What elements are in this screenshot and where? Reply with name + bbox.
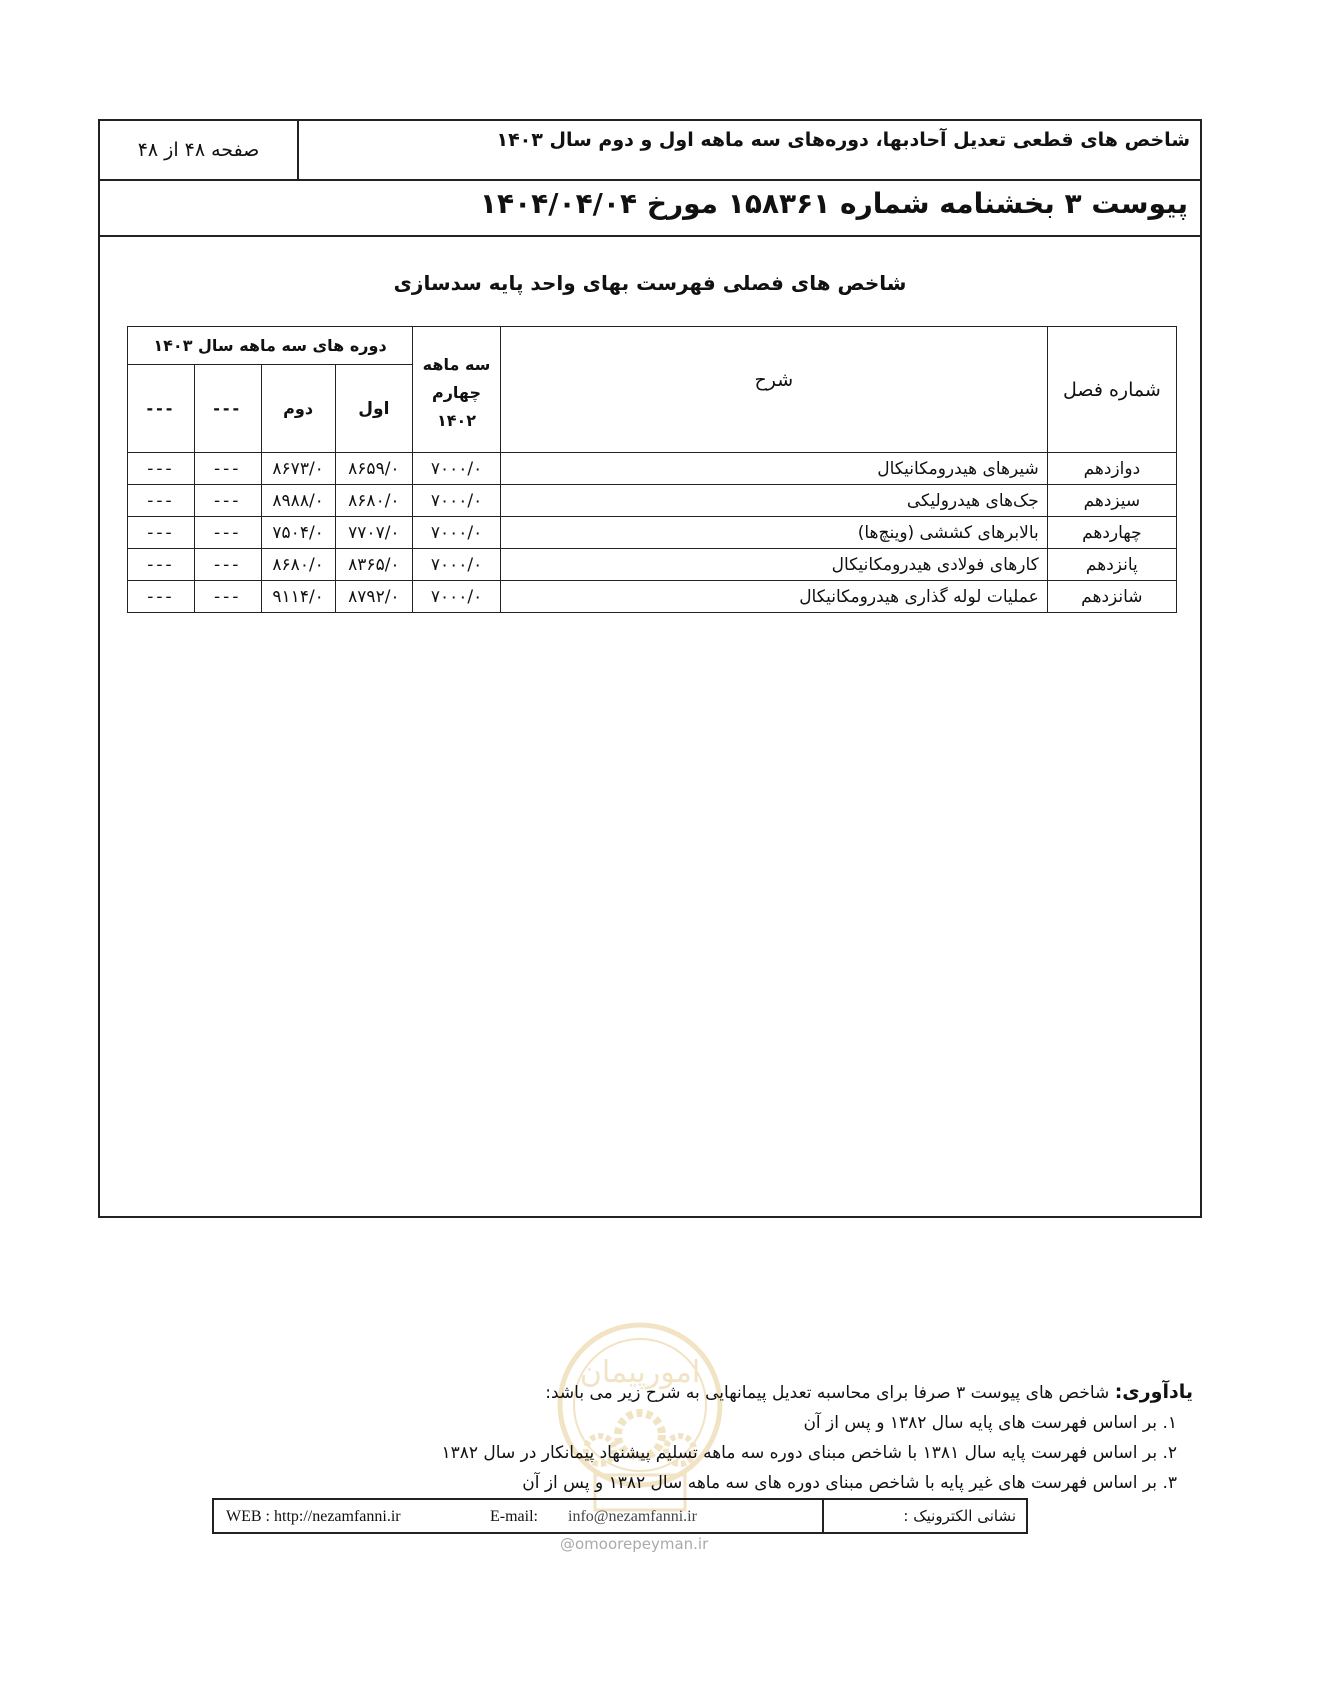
document-title: شاخص های قطعی تعدیل آحادبها، دوره‌های سه ماهه اول و دوم سال ۱۴۰۳: [297, 121, 1200, 179]
q4-cell: ۷۰۰۰/۰: [413, 549, 501, 581]
web-link[interactable]: WEB : http://nezamfanni.ir: [226, 1508, 401, 1525]
header-third: ---: [194, 365, 261, 453]
fourth-cell: ---: [128, 581, 195, 613]
reminder-label: یادآوری:: [1114, 1381, 1193, 1403]
chapter-cell: دوازدهم: [1047, 453, 1176, 485]
reminder-item: ۳. بر اساس فهرست های غیر پایه با شاخص مبنای دوره های سه ماهه سال ۱۳۸۲ و پس از آن: [522, 1473, 1177, 1493]
third-cell: ---: [194, 517, 261, 549]
address-label: نشانی الکترونیک :: [822, 1500, 1026, 1532]
table-row: [128, 549, 1177, 581]
second-cell: ۹۱۱۴/۰: [261, 581, 335, 613]
q4-cell: ۷۰۰۰/۰: [413, 581, 501, 613]
header-row: [100, 121, 1200, 181]
header-description: شرح: [500, 327, 1047, 453]
first-cell: ۸۶۵۹/۰: [335, 453, 412, 485]
first-cell: ۷۷۰۷/۰: [335, 517, 412, 549]
page-number: صفحه ۴۸ از ۴۸: [137, 139, 260, 161]
table-row: [128, 581, 1177, 613]
first-cell: ۸۶۸۰/۰: [335, 485, 412, 517]
header-fourth: ---: [128, 365, 195, 453]
watermark-text: امورپیمان: [579, 1355, 701, 1390]
header-q4-1402: سه ماهه چهارم ۱۴۰۲: [413, 327, 501, 453]
third-cell: ---: [194, 549, 261, 581]
watermark-site: @omoorepeyman.ir: [560, 1535, 709, 1553]
header-first: اول: [335, 365, 412, 453]
reminder-intro-line: [293, 1377, 1193, 1408]
third-cell: ---: [194, 453, 261, 485]
email-label: E-mail:: [490, 1508, 538, 1525]
reminder-item: ۲. بر اساس فهرست پایه سال ۱۳۸۱ با شاخص مبنای دوره سه ماهه تسلیم پیشنهاد پیمانکار در سال ۱۳۸۲: [441, 1443, 1177, 1463]
chapter-cell: پانزدهم: [1047, 549, 1176, 581]
description-cell: جک‌های هیدرولیکی: [500, 485, 1047, 517]
description-cell: کارهای فولادی هیدرومکانیکال: [500, 549, 1047, 581]
second-cell: ۷۵۰۴/۰: [261, 517, 335, 549]
first-cell: ۸۷۹۲/۰: [335, 581, 412, 613]
table-row: [128, 485, 1177, 517]
third-cell: ---: [194, 581, 261, 613]
q4-cell: ۷۰۰۰/۰: [413, 517, 501, 549]
q4-cell: ۷۰۰۰/۰: [413, 485, 501, 517]
description-cell: بالابرهای کششی (وینچ‌ها): [500, 517, 1047, 549]
q4-cell: ۷۰۰۰/۰: [413, 453, 501, 485]
description-cell: عملیات لوله گذاری هیدرومکانیکال: [500, 581, 1047, 613]
chapter-cell: چهاردهم: [1047, 517, 1176, 549]
reminder-note: [293, 1377, 1193, 1498]
fourth-cell: ---: [128, 517, 195, 549]
chapter-cell: سیزدهم: [1047, 485, 1176, 517]
second-cell: ۸۶۸۰/۰: [261, 549, 335, 581]
circular-title: پیوست ۳ بخشنامه شماره ۱۵۸۳۶۱ مورخ ۱۴۰۴/۰۴/۰۴: [100, 179, 1200, 237]
second-cell: ۸۹۸۸/۰: [261, 485, 335, 517]
table-row: [128, 517, 1177, 549]
footer-box: [212, 1498, 1028, 1534]
reminder-intro: شاخص های پیوست ۳ صرفا برای محاسبه تعدیل پیمانهایی به شرح زیر می باشد:: [545, 1383, 1110, 1403]
email-link[interactable]: info@nezamfanni.ir: [568, 1508, 697, 1525]
first-cell: ۸۳۶۵/۰: [335, 549, 412, 581]
header-periods-1403: دوره های سه ماهه سال ۱۴۰۳: [128, 327, 413, 365]
fourth-cell: ---: [128, 549, 195, 581]
reminder-item: ۱. بر اساس فهرست های پایه سال ۱۳۸۲ و پس از آن: [803, 1413, 1177, 1433]
chapter-cell: شانزدهم: [1047, 581, 1176, 613]
header-chapter: شماره فصل: [1047, 327, 1176, 453]
table-row: [128, 453, 1177, 485]
index-table: [127, 326, 1177, 613]
document-frame: [98, 119, 1202, 1218]
table-title: شاخص های فصلی فهرست بهای واحد پایه سدسازی: [393, 271, 907, 295]
fourth-cell: ---: [128, 453, 195, 485]
third-cell: ---: [194, 485, 261, 517]
header-second: دوم: [261, 365, 335, 453]
second-cell: ۸۶۷۳/۰: [261, 453, 335, 485]
fourth-cell: ---: [128, 485, 195, 517]
description-cell: شیرهای هیدرومکانیکال: [500, 453, 1047, 485]
